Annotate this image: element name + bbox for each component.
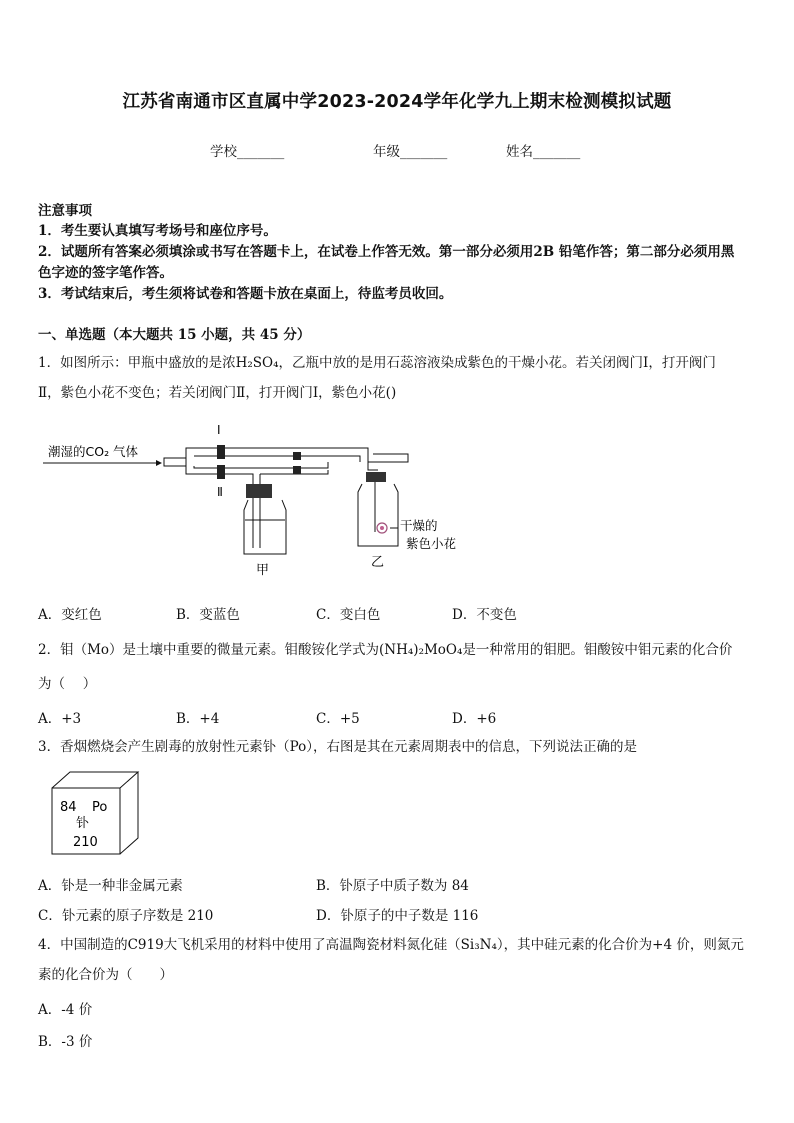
notice-item: 色字迹的签字笔作答。: [38, 265, 173, 281]
grade-label: 年级: [373, 144, 400, 160]
question-1-line-2: Ⅱ，紫色小花不变色；若关闭阀门Ⅱ，打开阀门Ⅰ，紫色小花(): [38, 385, 397, 401]
name-field: [506, 140, 580, 160]
option-2a: A．+3: [38, 711, 82, 727]
option-1c: C．变白色: [316, 607, 381, 623]
gas-label: 潮湿的CO₂ 气体: [48, 444, 139, 459]
option-1a: A．变红色: [38, 607, 102, 623]
option-2d: D．+6: [452, 711, 497, 727]
element-cell: [48, 770, 144, 860]
cell-side: [120, 772, 138, 854]
flower-label-2: 紫色小花: [406, 536, 457, 551]
option-2b: B．+4: [176, 711, 220, 727]
option-4b: B．-3 价: [38, 1034, 93, 1050]
atomic-number: 84: [60, 800, 77, 815]
option-3d: D．钋原子的中子数是 116: [316, 908, 479, 924]
name-blank: _______: [533, 144, 581, 160]
notice-item: 1．考生要认真填写考场号和座位序号。: [38, 223, 277, 239]
option-3c: C．钋元素的原子序数是 210: [38, 908, 214, 924]
question-4-line-1: 4．中国制造的C919大飞机采用的材料中使用了高温陶瓷材料氮化硅（Si₃N₄），其中硅元素的化合价为+4 价，则氮元: [38, 937, 744, 953]
option-3b: B．钋原子中质子数为 84: [316, 878, 469, 894]
option-2c: C．+5: [316, 711, 360, 727]
bottle-b-label: 乙: [371, 555, 385, 570]
valve-1-label: Ⅰ: [217, 423, 221, 437]
lower-tube-2: [194, 462, 328, 468]
option-4a: A．-4 价: [38, 1002, 93, 1018]
atomic-mass: 210: [73, 835, 98, 850]
bottle-a: [244, 500, 286, 554]
bottle-b-stopper: [366, 472, 386, 482]
flower-center-icon: [380, 526, 384, 530]
option-3a: A．钋是一种非金属元素: [38, 878, 183, 894]
option-1b: B．变蓝色: [176, 607, 240, 623]
grade-field: [373, 140, 447, 160]
arrow-head: [156, 460, 162, 466]
cell-top: [52, 772, 138, 788]
school-blank: _______: [237, 144, 285, 160]
question-2-line-1: 2．钼（Mo）是土壤中重要的微量元素。钼酸铵化学式为(NH₄)₂MoO₄是一种常用的钼肥。钼酸铵中钼元素的化合价: [38, 642, 733, 658]
valve-1: [217, 445, 225, 459]
page-title: 江苏省南通市区直属中学2023-2024学年化学九上期末检测模拟试题: [122, 92, 672, 112]
question-4-line-2: 素的化合价为（ ）: [38, 967, 173, 983]
name-label: 姓名: [506, 144, 533, 160]
upper-tube: [186, 448, 378, 470]
question-2-line-2: 为（ ）: [38, 676, 97, 692]
bottle-a-stopper: [246, 484, 272, 498]
element-name: 钋: [76, 816, 90, 831]
school-field: [210, 140, 284, 160]
flower-label-1: 干燥的: [400, 518, 438, 533]
bottle-b: [358, 484, 398, 546]
clamp: [293, 466, 301, 474]
question-3-line-1: 3．香烟燃烧会产生剧毒的放射性元素钋（Po），右图是其在元素周期表中的信息，下列说法正确的是: [38, 739, 638, 755]
outlet-tube: [368, 454, 408, 462]
notice-heading: 注意事项: [38, 203, 92, 219]
bottle-a-label: 甲: [256, 563, 270, 578]
element-symbol: Po: [92, 800, 108, 815]
valve-2: [217, 465, 225, 479]
inlet-tube: [164, 458, 186, 466]
notice-item: 3．考试结束后，考生须将试卷和答题卡放在桌面上，待监考员收回。: [38, 286, 453, 302]
grade-blank: _______: [400, 144, 448, 160]
section-heading: 一、单选题（本大题共 15 小题，共 45 分）: [38, 327, 311, 343]
clamp: [293, 452, 301, 460]
school-label: 学校: [210, 144, 237, 160]
notice-item: 2．试题所有答案必须填涂或书写在答题卡上，在试卷上作答无效。第一部分必须用2B 铅笔作答；第二部分必须用黑: [38, 244, 735, 260]
question-1-line-1: 1．如图所示：甲瓶中盛放的是浓H₂SO₄，乙瓶中放的是用石蕊溶液染成紫色的干燥小花。若关闭阀门Ⅰ，打开阀门: [38, 355, 716, 371]
option-1d: D．不变色: [452, 607, 517, 623]
valve-2-label: Ⅱ: [217, 485, 223, 499]
apparatus-diagram: [38, 416, 478, 581]
